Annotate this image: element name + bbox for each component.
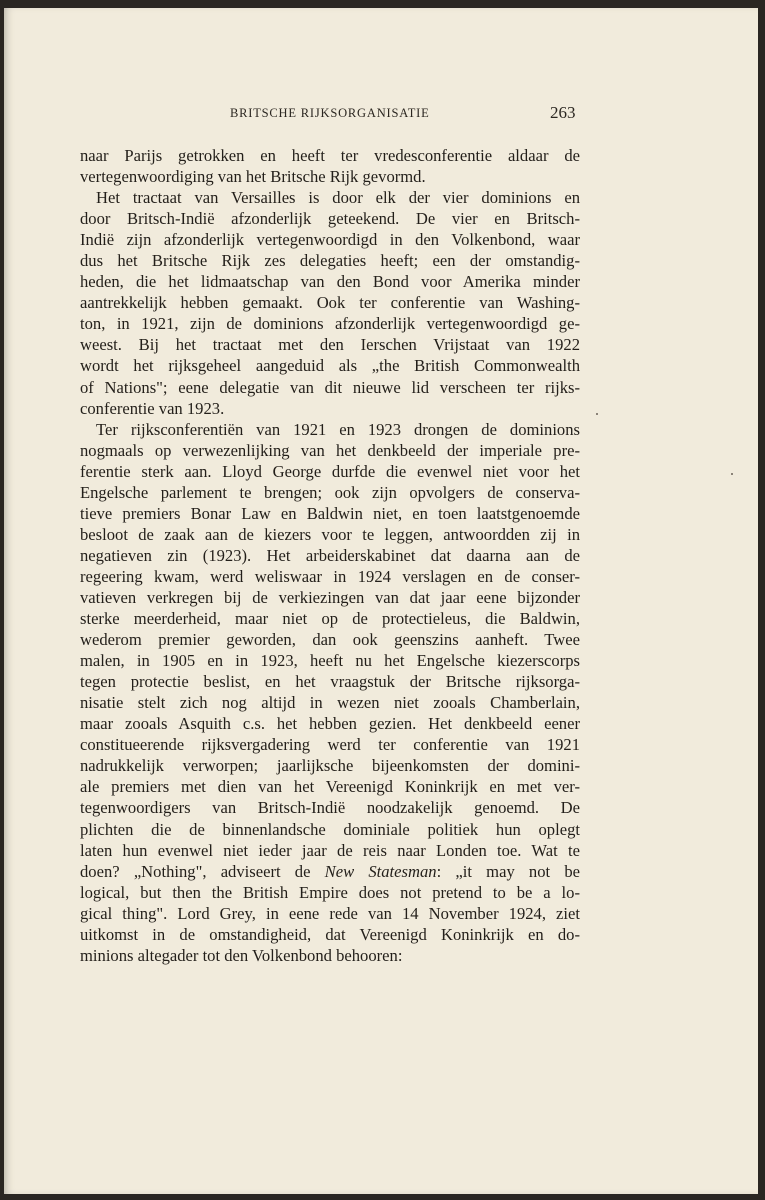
paragraph-2	[80, 187, 580, 419]
running-title: BRITSCHE RIJKSORGANISATIE	[230, 106, 430, 120]
text-line: laten hun evenwel niet ieder jaar de reis naar Londen toe. Wat te	[80, 840, 580, 860]
text-line: nadrukkelijk verworpen; jaarlijksche bijeenkomsten der domini-	[80, 756, 580, 776]
text-line: gical thing". Lord Grey, in eene rede van 14 November 1924, ziet	[80, 903, 580, 923]
text-line: minions altegader tot den Volkenbond behooren:	[80, 945, 403, 965]
text-line: Engelsche parlement te brengen; ook zijn opvolgers de conserva-	[80, 482, 580, 502]
paragraph-1	[80, 145, 580, 187]
text-line: door Britsch-Indië afzonderlijk geteekend. De vier en Britsch-	[80, 209, 580, 229]
paper-speck	[731, 473, 733, 475]
text-line: logical, but then the British Empire does not pretend to be a lo-	[80, 882, 580, 902]
text-line: aantrekkelijk hebben gemaakt. Ook ter conferentie van Washing-	[80, 293, 580, 313]
text-line: maar zooals Asquith c.s. het hebben gezien. Het denkbeeld eener	[80, 714, 580, 734]
text-line: dus het Britsche Rijk zes delegaties heeft; een der omstandig-	[80, 251, 580, 271]
page-header	[4, 103, 758, 125]
text-line: tegen protectie beslist, en het vraagstuk der Britsche rijksorga-	[80, 672, 580, 692]
text-line: ale premiers met dien van het Vereenigd Koninkrijk en met ver-	[80, 777, 580, 797]
text-line: malen, in 1905 en in 1923, heeft nu het Engelsche kiezerscorps	[80, 651, 580, 671]
text-line: plichten die de binnenlandsche dominiale politiek hun oplegt	[80, 819, 580, 839]
text-line: nisatie stelt zich nog altijd in wezen niet zooals Chamberlain,	[80, 693, 580, 713]
text-line: vatieven verkregen bij de verkiezingen van dat jaar eene bijzonder	[80, 587, 580, 607]
text-line: constitueerende rijksvergadering werd ter conferentie van 1921	[80, 735, 580, 755]
text-line: vertegenwoordiging van het Britsche Rijk gevormd.	[80, 167, 426, 187]
source-title: New Statesman	[324, 861, 437, 881]
text-line: Ter rijksconferentiën van 1921 en 1923 drongen de dominions	[96, 419, 580, 439]
text-line: heden, die het lidmaatschap van den Bond voor Amerika minder	[80, 272, 580, 292]
text-line: uitkomst in de omstandigheid, dat Vereenigd Koninkrijk en do-	[80, 924, 580, 944]
text-line: nogmaals op verwezenlijking van het denkbeeld der imperiale pre-	[80, 440, 580, 460]
text-fragment: doen? „Nothing", adviseert de	[80, 861, 325, 881]
text-line-with-source	[80, 861, 580, 882]
text-line: ferentie sterk aan. Lloyd George durfde die evenwel niet voor het	[80, 461, 580, 481]
text-line: tieve premiers Bonar Law en Baldwin niet, en toen laatstgenoemde	[80, 503, 580, 523]
text-line: of Nations"; eene delegatie van dit nieuwe lid verscheen ter rijks-	[80, 377, 580, 397]
text-line: wordt het rijksgeheel aangeduid als „the British Commonwealth	[80, 356, 580, 376]
text-line: weest. Bij het tractaat met den Ierschen Vrijstaat van 1922	[80, 335, 580, 355]
text-line: Het tractaat van Versailles is door elk der vier dominions en	[96, 188, 580, 208]
page-number: 263	[550, 103, 576, 122]
book-page	[4, 8, 758, 1194]
text-line: Indië zijn afzonderlijk vertegenwoordigd in den Volkenbond, waar	[80, 230, 580, 250]
text-line: negatieven zin (1923). Het arbeiderskabinet dat daarna aan de	[80, 545, 580, 565]
body-text	[80, 145, 580, 966]
text-line: ton, in 1921, zijn de dominions afzonderlijk vertegenwoordigd ge-	[80, 314, 580, 334]
text-fragment: : „it may not be	[436, 861, 580, 881]
text-line: naar Parijs getrokken en heeft ter vredesconferentie aldaar de	[80, 146, 580, 165]
paragraph-3	[80, 419, 580, 966]
text-line: besloot de zaak aan de kiezers voor te leggen, antwoordden zij in	[80, 524, 580, 544]
text-line: tegenwoordigers van Britsch-Indië noodzakelijk genoemd. De	[80, 798, 580, 818]
paper-speck	[596, 413, 598, 415]
text-line: conferentie van 1923.	[80, 398, 225, 418]
text-line: wederom premier geworden, dan ook geenszins aanheft. Twee	[80, 630, 580, 650]
text-line: regeering kwam, werd weliswaar in 1924 verslagen en de conser-	[80, 566, 580, 586]
text-line: sterke meerderheid, maar niet op de protectieleus, die Baldwin,	[80, 609, 580, 629]
